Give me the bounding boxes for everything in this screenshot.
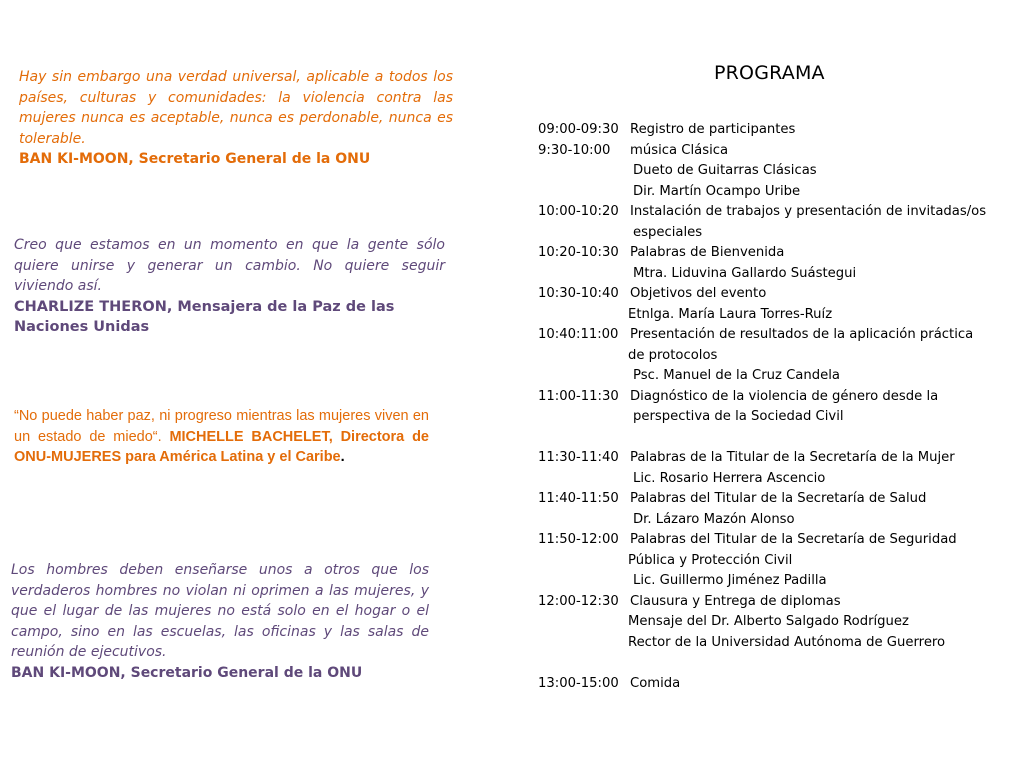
schedule-detail-text: perspectiva de la Sociedad Civil — [633, 409, 844, 424]
schedule-entry — [538, 141, 1018, 162]
schedule-entry — [538, 243, 1018, 264]
schedule-detail-text: Psc. Manuel de la Cruz Candela — [633, 368, 840, 383]
schedule-detail-text: Dueto de Guitarras Clásicas — [633, 163, 817, 178]
schedule-detail-text: Dr. Lázaro Mazón Alonso — [633, 511, 795, 527]
quote-michelle-bachelet — [14, 406, 429, 468]
quote-text: Creo que estamos en un momento en que la gente sólo quiere unirse y generar un cambio. No quiere seguir viviendo así. — [14, 237, 445, 294]
quote-period: . — [340, 449, 345, 465]
schedule-detail — [538, 551, 1018, 572]
schedule-activity: Palabras de la Titular de la Secretaría de la Mujer — [630, 450, 955, 465]
schedule-time: 11:50-12:00 — [538, 532, 619, 547]
schedule-detail-text: Etnlga. María Laura Torres-Ruíz — [628, 306, 833, 322]
schedule-activity: Instalación de trabajos y presentación de invitadas/os — [630, 204, 987, 219]
schedule-entry — [538, 530, 1018, 551]
schedule-time: 9:30-10:00 — [538, 142, 611, 158]
quote-ban-ki-moon-1 — [19, 67, 453, 170]
quote-author: BAN KI-MOON, Secretario General de la ONU — [19, 151, 371, 167]
schedule-detail-text: especiales — [633, 224, 703, 240]
schedule-activity: Registro de participantes — [630, 122, 796, 137]
schedule-detail — [538, 469, 1018, 490]
schedule-time: 10:00-10:20 — [538, 204, 619, 219]
schedule-entry — [538, 284, 1018, 305]
schedule-activity: Palabras del Titular de la Secretaría de Salud — [630, 491, 927, 506]
schedule-time: 13:00-15:00 — [538, 675, 619, 691]
schedule-detail — [538, 264, 1018, 285]
schedule-detail — [538, 182, 1018, 203]
schedule-entry — [538, 387, 1018, 408]
schedule-activity: Comida — [630, 675, 681, 691]
schedule-detail-text: Mensaje del Dr. Alberto Salgado Rodríguez — [628, 614, 909, 629]
schedule-detail — [538, 612, 1018, 633]
schedule-time: 11:30-11:40 — [538, 450, 619, 465]
schedule-detail — [538, 223, 1018, 244]
schedule-detail — [538, 633, 1018, 654]
quote-author: CHARLIZE THERON, Mensajera de la Paz de las Naciones Unidas — [14, 298, 395, 335]
schedule-detail-text: de protocolos — [628, 347, 718, 363]
schedule-entry — [538, 448, 1018, 469]
schedule-detail-text: Pública y Protección Civil — [628, 552, 793, 568]
quote-author: MICHELLE BACHELET, Directora de ONU-MUJERES para América Latina y el Caribe — [14, 428, 429, 465]
schedule-entry — [538, 202, 1018, 223]
schedule-time: 10:30-10:40 — [538, 286, 619, 301]
schedule-activity: Diagnóstico de la violencia de género desde la — [630, 388, 939, 404]
schedule-entry — [538, 120, 1018, 141]
schedule-detail-text: Lic. Rosario Herrera Ascencio — [633, 470, 826, 486]
schedule-entry — [538, 325, 1018, 346]
quote-charlize-theron — [14, 235, 445, 338]
schedule-entry — [538, 674, 1018, 695]
schedule-time: 12:00-12:30 — [538, 593, 619, 609]
schedule-detail — [538, 571, 1018, 592]
schedule-activity: Palabras de Bienvenida — [630, 245, 785, 260]
schedule-entry — [538, 489, 1018, 510]
schedule-time: 10:20-10:30 — [538, 245, 619, 260]
schedule-spacer — [538, 428, 1018, 449]
quote-text: “No puede haber paz, ni progreso mientras las mujeres viven en un estado de miedo“. — [14, 408, 429, 445]
schedule-time: 11:00-11:30 — [538, 388, 619, 404]
schedule-activity: Objetivos del evento — [630, 286, 767, 301]
schedule-detail — [538, 407, 1018, 428]
programa-schedule — [538, 120, 1018, 694]
schedule-activity: Presentación de resultados de la aplicación práctica — [630, 327, 974, 342]
schedule-detail-text: Rector de la Universidad Autónoma de Guerrero — [628, 634, 946, 650]
schedule-activity: Clausura y Entrega de diplomas — [630, 593, 841, 609]
quote-ban-ki-moon-2 — [11, 560, 429, 683]
schedule-detail — [538, 161, 1018, 182]
schedule-time: 09:00-09:30 — [538, 122, 619, 137]
schedule-activity: música Clásica — [630, 142, 729, 158]
quote-author: BAN KI-MOON, Secretario General de la ONU — [11, 664, 363, 681]
schedule-entry — [538, 592, 1018, 613]
schedule-activity: Palabras del Titular de la Secretaría de Seguridad — [630, 532, 957, 547]
schedule-detail — [538, 346, 1018, 367]
schedule-detail — [538, 366, 1018, 387]
schedule-time: 10:40:11:00 — [538, 327, 619, 342]
schedule-detail — [538, 510, 1018, 531]
schedule-spacer — [538, 653, 1018, 674]
schedule-detail-text: Lic. Guillermo Jiménez Padilla — [633, 573, 827, 588]
quote-text: Hay sin embargo una verdad universal, aplicable a todos los países, culturas y comunidades: la violencia contra las mujeres nunca es aceptable, nunca es perdonable, nunca es tolerable. — [19, 69, 453, 147]
programa-title: PROGRAMA — [714, 62, 825, 84]
schedule-time: 11:40-11:50 — [538, 491, 619, 506]
quote-text: Los hombres deben enseñarse unos a otros que los verdaderos hombres no violan ni oprimen a las mujeres, y que el lugar de las mujeres no está solo en el hogar o el campo, sino en las escuelas, las oficinas y las salas de reunión de ejecutivos. — [11, 562, 429, 660]
schedule-detail — [538, 305, 1018, 326]
schedule-detail-text: Dir. Martín Ocampo Uribe — [633, 183, 801, 199]
schedule-detail-text: Mtra. Liduvina Gallardo Suástegui — [633, 265, 857, 281]
